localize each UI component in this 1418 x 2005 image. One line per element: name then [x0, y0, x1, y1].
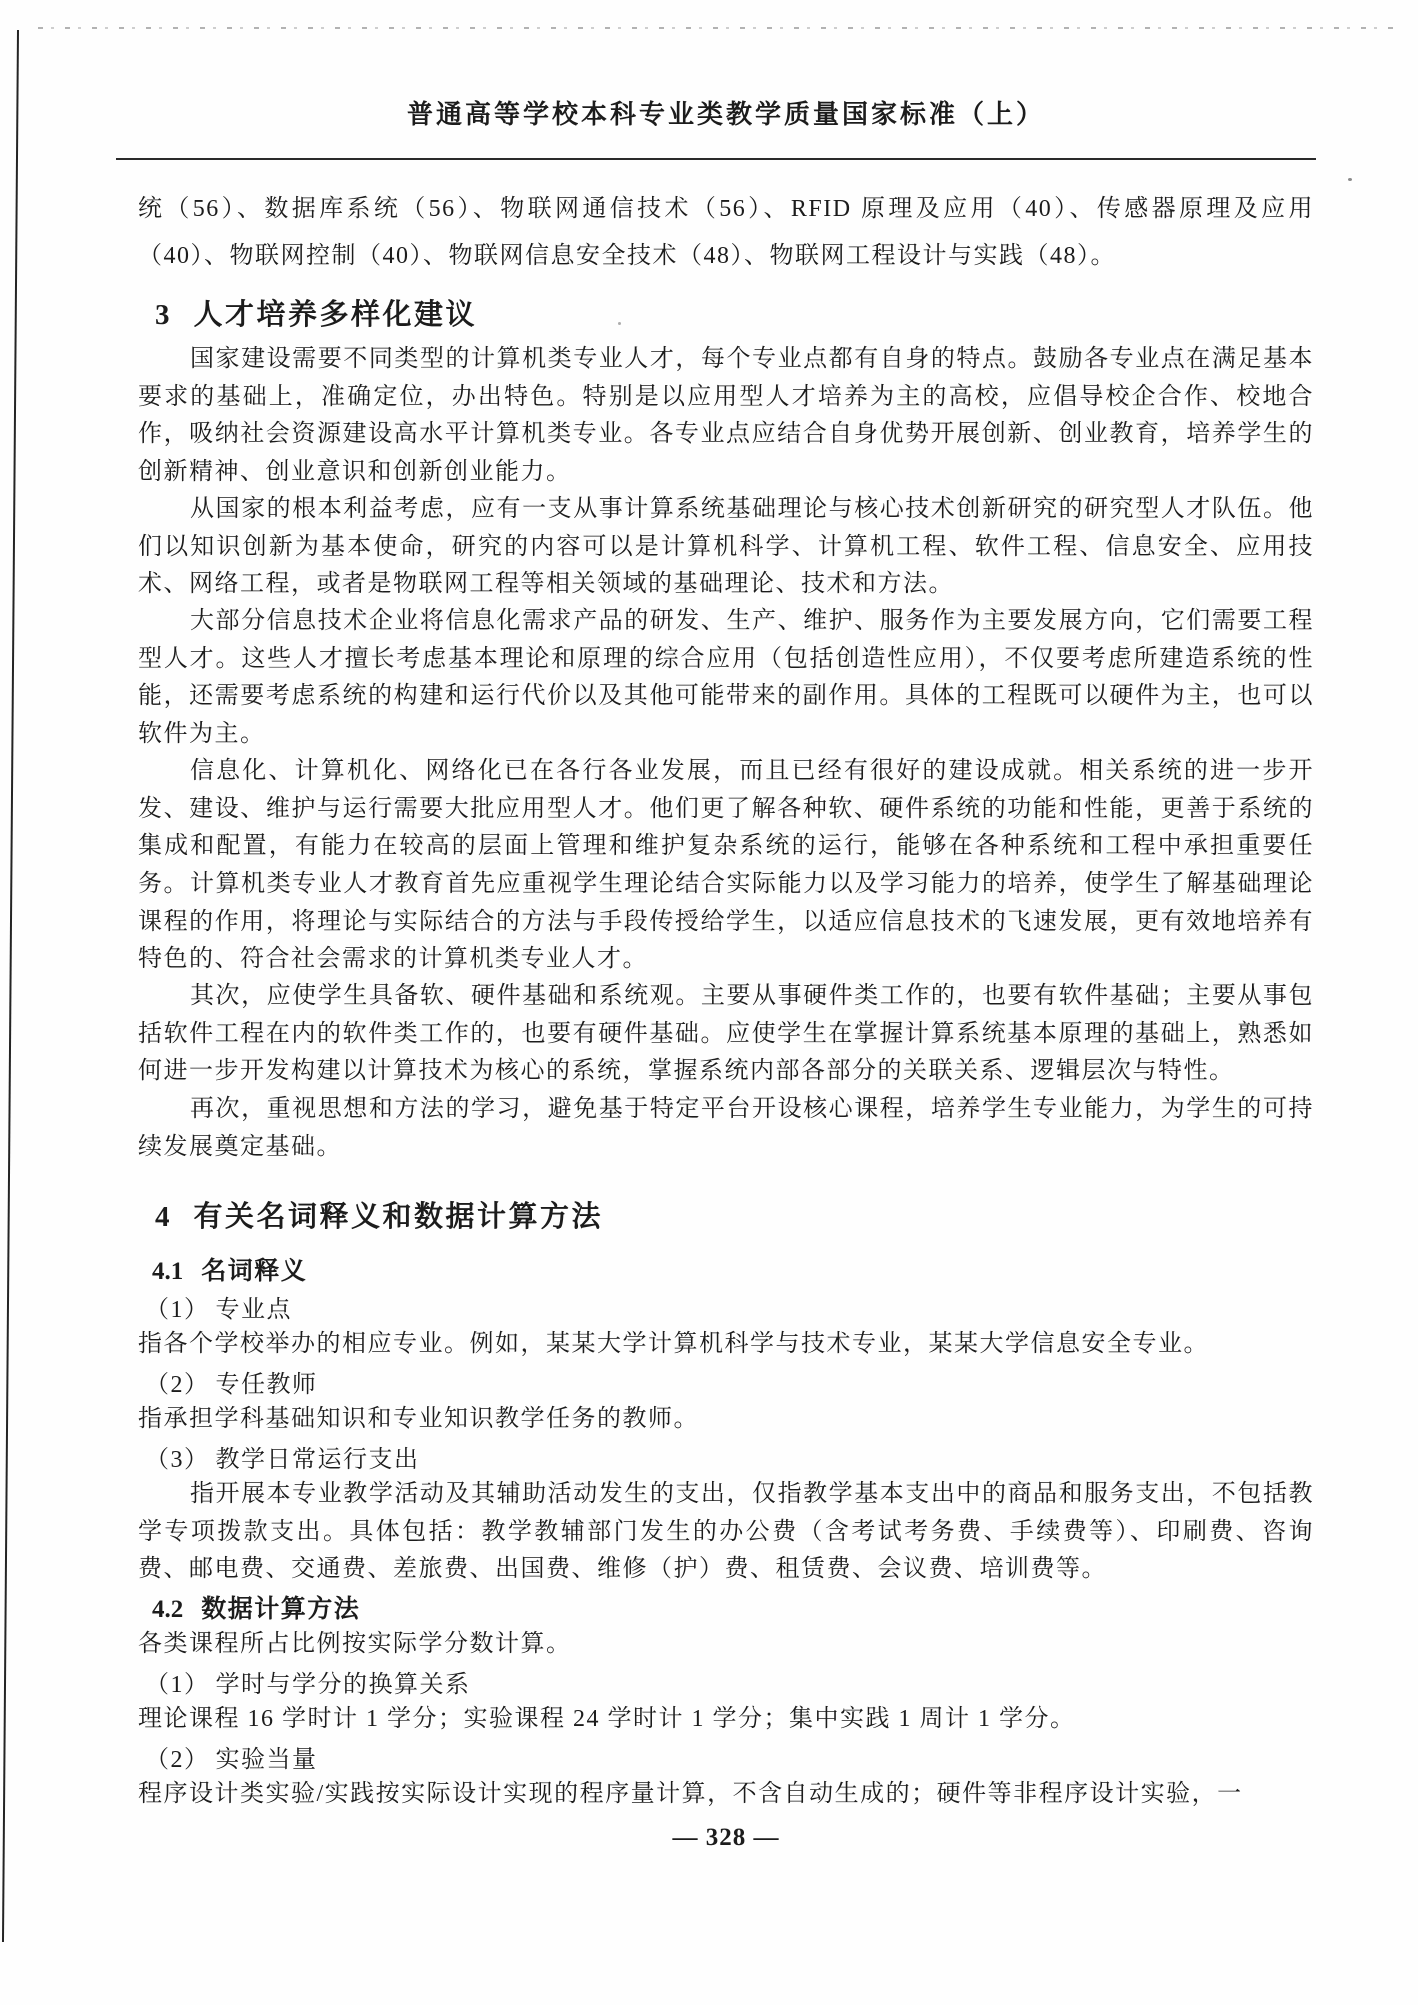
term-definition: 程序设计类实验/实践按实际设计实现的程序量计算，不含自动生成的；硬件等非程序设计实验，一 [138, 1781, 1243, 1807]
section-4-number: 4 [155, 1201, 170, 1233]
term-item [145, 1289, 292, 1324]
subsection-4-2-title: 数据计算方法 [201, 1596, 361, 1623]
term-item-label: （1） [145, 1672, 210, 1698]
scan-speck [618, 322, 621, 325]
section-4-title: 有关名词释义和数据计算方法 [193, 1201, 604, 1233]
term-item-label: （3） [145, 1447, 210, 1473]
subsection-4-1-title: 名词释义 [201, 1258, 308, 1285]
term-definition: 指开展本专业教学活动及其辅助活动发生的支出，仅指教学基本支出中的商品和服务支出，不包括教学专项拨款支出。具体包括：教学教辅部门发生的办公费（含考试考务费、手续费等）、印刷费、咨询费、邮电费、交通费、差旅费、出国费、维修（护）费、租赁费、会议费、培训费等。 [138, 1481, 1314, 1582]
term-item-name: 专业点 [215, 1297, 292, 1323]
term-definition: 指承担学科基础知识和专业知识教学任务的教师。 [138, 1406, 699, 1432]
term-item [145, 1664, 471, 1699]
page-number-footer: — 328 — [672, 1824, 780, 1851]
section-4-heading [155, 1194, 603, 1235]
term-item-name: 教学日常运行支出 [215, 1447, 420, 1473]
term-definition: 指各个学校举办的相应专业。例如，某某大学计算机科学与技术专业，某某大学信息安全专业。 [138, 1331, 1209, 1357]
term-definition: 理论课程 16 学时计 1 学分；实验课程 24 学时计 1 学分；集中实践 1 周计 1 学分。 [138, 1706, 1076, 1732]
paragraph: 国家建设需要不同类型的计算机类专业人才，每个专业点都有自身的特点。鼓励各专业点在满足基本要求的基础上，准确定位，办出特色。特别是以应用型人才培养为主的高校，应倡导校企合作、校地合作，吸纳社会资源建设高水平计算机类专业。各专业点应结合自身优势开展创新、创业教育，培养学生的创新精神、创业意识和创新创业能力。 [138, 346, 1314, 485]
paragraph: 信息化、计算机化、网络化已在各行各业发展，而且已经有很好的建设成就。相关系统的进一步开发、建设、维护与运行需要大批应用型人才。他们更了解各种软、硬件系统的功能和性能，更善于系统的集成和配置，有能力在较高的层面上管理和维护复杂系统的运行，能够在各种系统和工程中承担重要任务。 [138, 758, 1314, 897]
term-item [145, 1739, 318, 1774]
section-3-heading [155, 292, 477, 333]
paragraph: 再次，重视思想和方法的学习，避免基于特定平台开设核心课程，培养学生专业能力，为学生的可持续发展奠定基础。 [138, 1096, 1314, 1160]
scan-speck [1348, 178, 1352, 181]
running-header-title: 普通高等学校本科专业类教学质量国家标准（上） [406, 100, 1045, 129]
subsection-intro: 各类课程所占比例按实际学分数计算。 [138, 1631, 572, 1657]
subsection-4-1-number: 4.1 [152, 1258, 184, 1285]
paragraph: 其次，应使学生具备软、硬件基础和系统观。主要从事硬件类工作的，也要有软件基础；主要从事包括软件工程在内的软件类工作的，也要有硬件基础。应使学生在掌握计算系统基本原理的基础上，熟悉如何进一步开发构建以计算技术为核心的系统，掌握系统内部各部分的关联关系、逻辑层次与特性。 [138, 983, 1314, 1084]
subsection-4-1-heading [152, 1251, 307, 1287]
term-item-name: 专任教师 [215, 1372, 318, 1398]
term-item [145, 1364, 318, 1399]
section-3-title: 人才培养多样化建议 [193, 299, 478, 331]
paragraph: 计算机类专业人才教育首先应重视学生理论结合实际能力以及学习能力的培养，使学生了解基础理论课程的作用，将理论与实际结合的方法与手段传授给学生，以适应信息技术的飞速发展，更有效地培养有特色的、符合社会需求的计算机类专业人才。 [138, 871, 1314, 972]
scan-edge-line [2, 30, 19, 1942]
paragraph: 从国家的根本利益考虑，应有一支从事计算系统基础理论与核心技术创新研究的研究型人才队伍。他们以知识创新为基本使命，研究的内容可以是计算机科学、计算机工程、软件工程、信息安全、应用技术、网络工程，或者是物联网工程等相关领域的基础理论、技术和方法。 [138, 496, 1314, 597]
term-item-label: （1） [145, 1297, 210, 1323]
term-item-name: 实验当量 [215, 1747, 318, 1773]
header-divider-rule [116, 158, 1316, 160]
term-item-label: （2） [145, 1747, 210, 1773]
subsection-4-2-number: 4.2 [152, 1596, 184, 1623]
section-3-number: 3 [155, 299, 170, 331]
scan-noise-top [38, 27, 1398, 29]
term-item-label: （2） [145, 1372, 210, 1398]
subsection-4-2-heading [152, 1589, 360, 1625]
term-item [145, 1439, 420, 1474]
paragraph: 大部分信息技术企业将信息化需求产品的研发、生产、维护、服务作为主要发展方向，它们需要工程型人才。这些人才擅长考虑基本理论和原理的综合应用（包括创造性应用），不仅要考虑所建造系统的性能，还需要考虑系统的构建和运行代价以及其他可能带来的副作用。具体的工程既可以硬件为主，也可以软件为主。 [138, 608, 1314, 747]
term-item-name: 学时与学分的换算关系 [215, 1672, 471, 1698]
continuation-paragraph: 统（56）、数据库系统（56）、物联网通信技术（56）、RFID 原理及应用（40）、传感器原理及应用（40）、物联网控制（40）、物联网信息安全技术（48）、物联网工程设计与实践（48）。 [138, 196, 1314, 269]
